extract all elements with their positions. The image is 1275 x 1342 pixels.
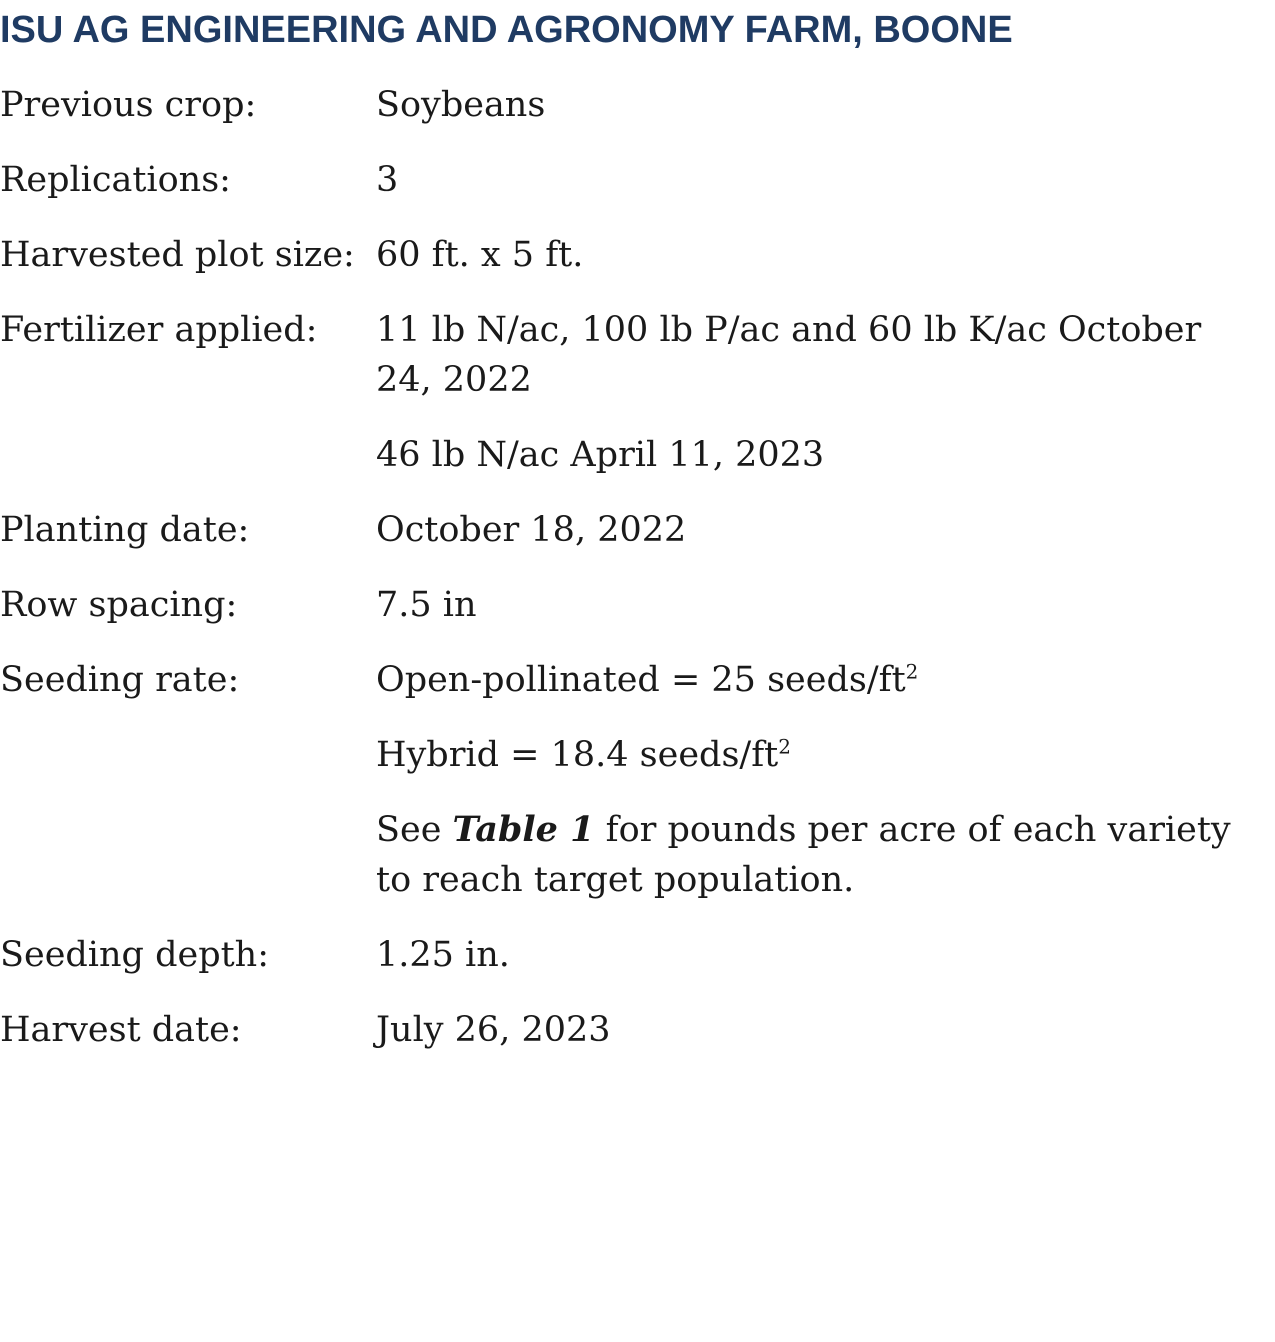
field-label: Replications:	[0, 160, 231, 200]
page-title: ISU AG ENGINEERING AND AGRONOMY FARM, BOONE	[0, 9, 1013, 51]
note-suffix: for pounds per acre of each variety to reach target population.	[376, 810, 1231, 900]
field-list	[0, 80, 1260, 1080]
field-value: 3	[376, 160, 399, 200]
field-replications	[0, 155, 1260, 230]
field-plot-size	[0, 230, 1260, 305]
field-fertilizer	[0, 305, 1260, 505]
field-value: July 26, 2023	[376, 1010, 611, 1050]
field-harvest-date	[0, 1005, 1260, 1080]
field-value: 46 lb N/ac April 11, 2023	[376, 435, 825, 475]
field-seeding-rate	[0, 655, 1260, 930]
field-label: Harvest date:	[0, 1010, 242, 1050]
field-value: 60 ft. x 5 ft.	[376, 235, 584, 275]
field-row-spacing	[0, 580, 1260, 655]
table-reference: Table 1	[452, 809, 595, 850]
field-value: October 18, 2022	[376, 510, 687, 550]
superscript: 2	[905, 659, 919, 684]
field-label: Harvested plot size:	[0, 235, 355, 275]
field-label: Planting date:	[0, 510, 250, 550]
field-planting-date	[0, 505, 1260, 580]
field-label: Previous crop:	[0, 85, 257, 125]
field-value: Hybrid = 18.4 seeds/ft	[376, 735, 779, 775]
field-value: 11 lb N/ac, 100 lb P/ac and 60 lb K/ac October 24, 2022	[376, 310, 1202, 400]
field-value: 7.5 in	[376, 585, 477, 625]
seeding-rate-hybrid	[376, 730, 1260, 780]
superscript: 2	[778, 734, 791, 759]
field-label: Seeding rate:	[0, 660, 240, 700]
field-label: Fertilizer applied:	[0, 310, 318, 350]
field-value: Soybeans	[376, 85, 546, 125]
field-seeding-depth	[0, 930, 1260, 1005]
field-value: Open-pollinated = 25 seeds/ft	[376, 660, 906, 700]
seeding-rate-note	[376, 805, 1260, 905]
note-prefix: See	[376, 810, 453, 850]
field-previous-crop	[0, 80, 1260, 155]
field-label: Row spacing:	[0, 585, 238, 625]
field-label: Seeding depth:	[0, 935, 269, 975]
field-value: 1.25 in.	[376, 935, 510, 975]
seeding-rate-open-pollinated	[376, 655, 1260, 705]
